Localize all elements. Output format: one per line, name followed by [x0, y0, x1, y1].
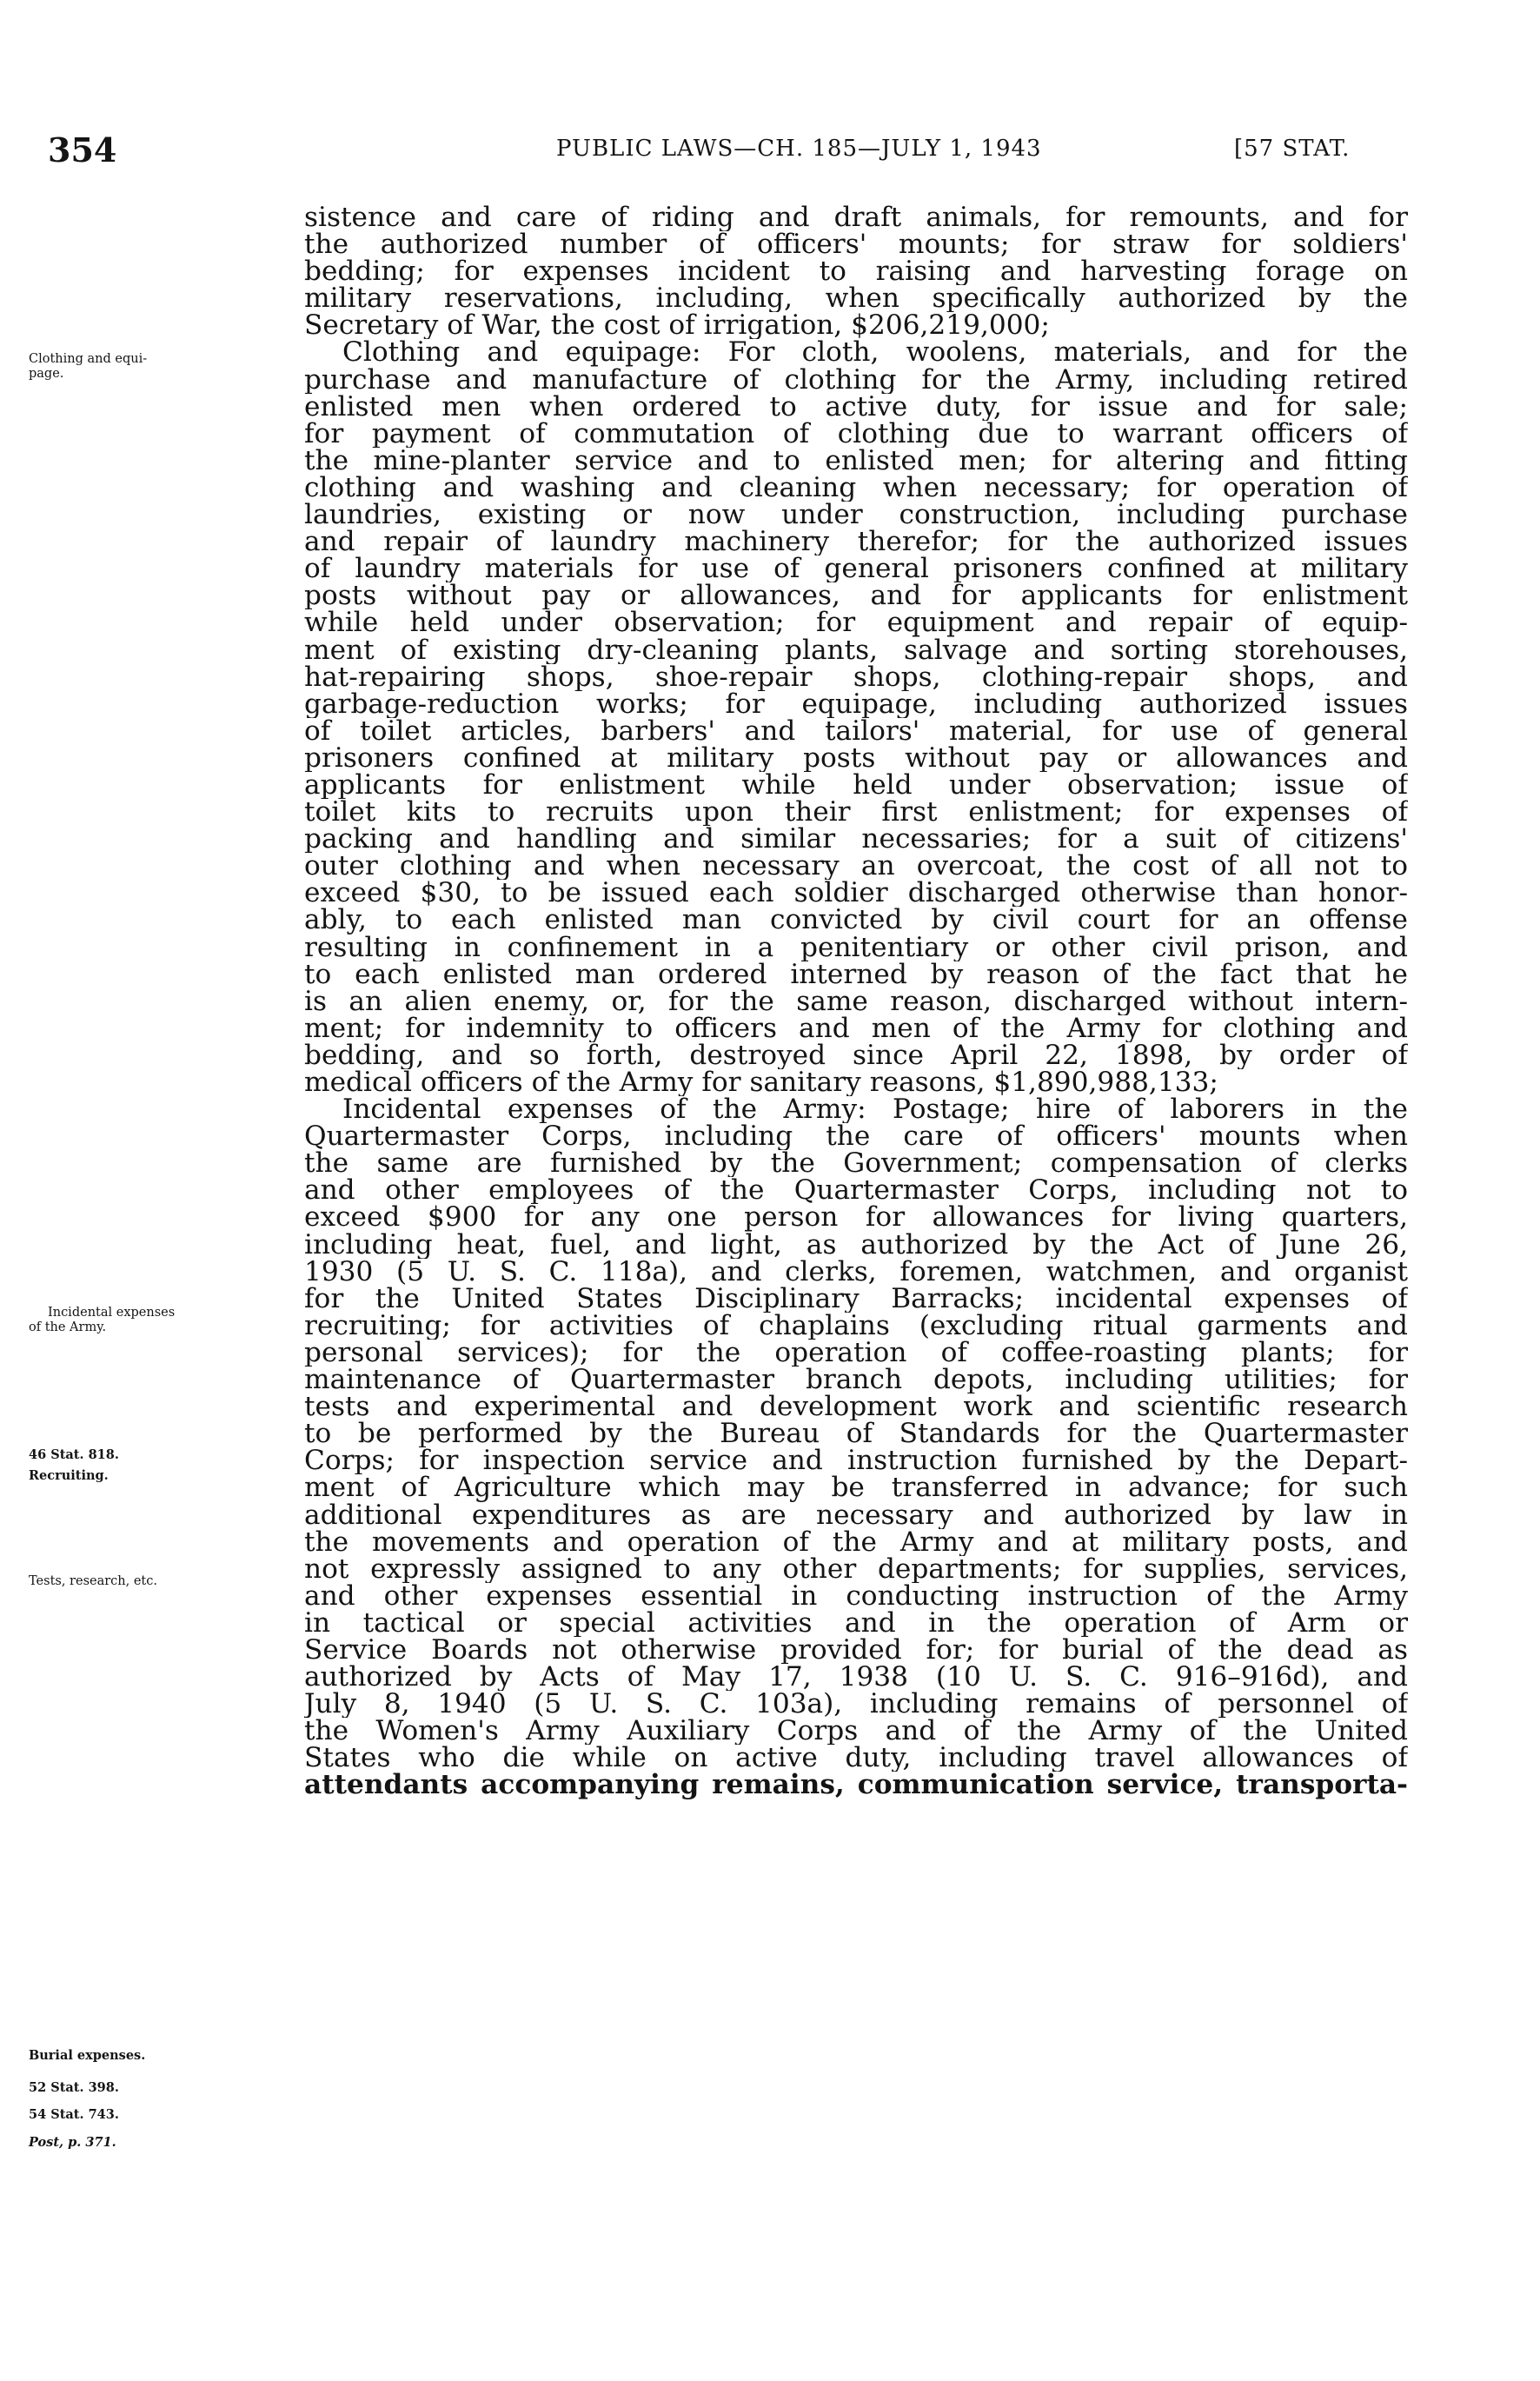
margin-note-clothing-line2: page.	[29, 367, 64, 381]
body-line: recruiting; for activities of chaplains (excluding ritual garments and	[304, 1312, 1408, 1340]
body-line: to each enlisted man ordered interned by reason of the fact that he	[304, 961, 1408, 988]
margin-note-stat-743: 54 Stat. 743.	[29, 2107, 119, 2122]
body-line: 1930 (5 U. S. C. 118a), and clerks, foremen, watchmen, and organist	[304, 1258, 1408, 1286]
body-line: the authorized number of officers' mounts; for straw for soldiers'	[304, 231, 1408, 259]
body-line: outer clothing and when necessary an overcoat, the cost of all not to	[304, 853, 1408, 881]
body-line: and repair of laundry machinery therefor; for the authorized issues	[304, 529, 1408, 556]
margin-note-burial: Burial expenses.	[29, 2048, 146, 2063]
running-head: PUBLIC LAWS—CH. 185—JULY 1, 1943	[556, 136, 1042, 162]
body-line: of toilet articles, barbers' and tailors' material, for use of general	[304, 717, 1408, 745]
body-line: ment; for indemnity to officers and men of the Army for clothing and	[304, 1014, 1408, 1042]
body-line: attendants accompanying remains, communication service, transporta-	[304, 1772, 1408, 1799]
body-line: Service Boards not otherwise provided for; for burial of the dead as	[304, 1636, 1408, 1665]
body-line: the movements and operation of the Army and at military posts, and	[304, 1528, 1408, 1556]
body-line: packing and handling and similar necessaries; for a suit of citizens'	[304, 826, 1408, 854]
body-line: laundries, existing or now under construction, including purchase	[304, 502, 1408, 529]
body-line: personal services); for the operation of coffee-roasting plants; for	[304, 1339, 1408, 1367]
body-line: the same are furnished by the Government; compensation of clerks	[304, 1150, 1408, 1178]
margin-note-clothing-line1: Clothing and equi-	[29, 352, 148, 366]
body-line: and other employees of the Quartermaster Corps, including not to	[304, 1177, 1408, 1205]
body-line: exceed $30, to be issued each soldier discharged otherwise than honor-	[304, 880, 1408, 908]
body-line: prisoners confined at military posts without pay or allowances and	[304, 744, 1408, 772]
body-line: the Women's Army Auxiliary Corps and of the Army of the United	[304, 1718, 1408, 1746]
margin-note-stat-398: 52 Stat. 398.	[29, 2080, 119, 2095]
body-line: is an alien enemy, or, for the same reason, discharged without intern-	[304, 988, 1408, 1015]
body-line: garbage-reduction works; for equipage, including authorized issues	[304, 690, 1408, 718]
body-text	[304, 204, 1408, 1799]
body-line: maintenance of Quartermaster branch depots, including utilities; for	[304, 1367, 1408, 1394]
body-line: bedding, and so forth, destroyed since April 22, 1898, by order of	[304, 1041, 1408, 1069]
body-line: and other expenses essential in conducting instruction of the Army	[304, 1582, 1408, 1610]
margin-note-stat-818: 46 Stat. 818.	[29, 1447, 119, 1462]
body-line: Incidental expenses of the Army: Postage; hire of laborers in the	[342, 1096, 1408, 1124]
body-line: ment of Agriculture which may be transferred in advance; for such	[304, 1474, 1408, 1502]
body-line: military reservations, including, when specifically authorized by the	[304, 285, 1408, 313]
body-line: authorized by Acts of May 17, 1938 (10 U. S. C. 916–916d), and	[304, 1664, 1408, 1692]
body-line: the mine-planter service and to enlisted men; for altering and fitting	[304, 447, 1408, 475]
body-line: ment of existing dry-cleaning plants, salvage and sorting storehouses,	[304, 636, 1408, 664]
body-line: enlisted men when ordered to active duty, for issue and for sale;	[304, 393, 1408, 421]
page-header	[0, 130, 1540, 170]
body-line: States who die while on active duty, including travel allowances of	[304, 1745, 1408, 1772]
body-line: July 8, 1940 (5 U. S. C. 103a), including remains of personnel of	[304, 1691, 1408, 1719]
body-line: including heat, fuel, and light, as authorized by the Act of June 26,	[304, 1231, 1408, 1259]
body-line: Secretary of War, the cost of irrigation, $206,219,000;	[304, 312, 1050, 340]
body-line: not expressly assigned to any other departments; for supplies, services,	[304, 1555, 1408, 1583]
margin-note-tests: Tests, research, etc.	[29, 1574, 157, 1588]
margin-note-incidental-line2: of the Army.	[29, 1320, 107, 1334]
page-number: 354	[48, 130, 117, 170]
body-line: additional expenditures as are necessary and authorized by law in	[304, 1501, 1408, 1529]
body-line: tests and experimental and development work and scientific research	[304, 1393, 1408, 1421]
body-line: toilet kits to recruits upon their first enlistment; for expenses of	[304, 799, 1408, 827]
body-line: Corps; for inspection service and instruction furnished by the Depart-	[304, 1447, 1408, 1475]
body-line: sistence and care of riding and draft animals, for remounts, and for	[304, 204, 1408, 232]
body-line: to be performed by the Bureau of Standards for the Quartermaster	[304, 1420, 1408, 1448]
body-line: Clothing and equipage: For cloth, woolens, materials, and for the	[342, 339, 1408, 367]
body-line: clothing and washing and cleaning when necessary; for operation of	[304, 474, 1408, 502]
margin-note-post: Post, p. 371.	[29, 2135, 116, 2150]
body-line: for the United States Disciplinary Barracks; incidental expenses of	[304, 1285, 1408, 1313]
body-line: resulting in confinement in a penitentiary or other civil prison, and	[304, 934, 1408, 961]
body-line: in tactical or special activities and in the operation of Arm or	[304, 1609, 1408, 1637]
body-line: of laundry materials for use of general prisoners confined at military	[304, 555, 1408, 583]
body-line: while held under observation; for equipment and repair of equip-	[304, 609, 1408, 637]
body-line: bedding; for expenses incident to raising and harvesting forage on	[304, 258, 1408, 286]
margin-note-recruiting: Recruiting.	[29, 1468, 109, 1483]
margin-note-clothing	[29, 352, 147, 382]
body-line: purchase and manufacture of clothing for the Army, including retired	[304, 366, 1408, 394]
body-line: posts without pay or allowances, and for applicants for enlistment	[304, 582, 1408, 610]
margin-note-incidental	[29, 1306, 175, 1335]
volume-reference: [57 STAT.	[1234, 136, 1351, 162]
margin-note-incidental-line1: Incidental expenses	[48, 1306, 176, 1320]
body-line: medical officers of the Army for sanitary reasons, $1,890,988,133;	[304, 1069, 1218, 1097]
body-line: exceed $900 for any one person for allowances for living quarters,	[304, 1204, 1408, 1232]
body-line: applicants for enlistment while held under observation; issue of	[304, 771, 1408, 800]
body-line: ably, to each enlisted man convicted by civil court for an offense	[304, 907, 1408, 934]
body-line: for payment of commutation of clothing due to warrant officers of	[304, 420, 1408, 448]
body-line: hat-repairing shops, shoe-repair shops, clothing-repair shops, and	[304, 663, 1408, 691]
body-line: Quartermaster Corps, including the care of officers' mounts when	[304, 1123, 1408, 1151]
